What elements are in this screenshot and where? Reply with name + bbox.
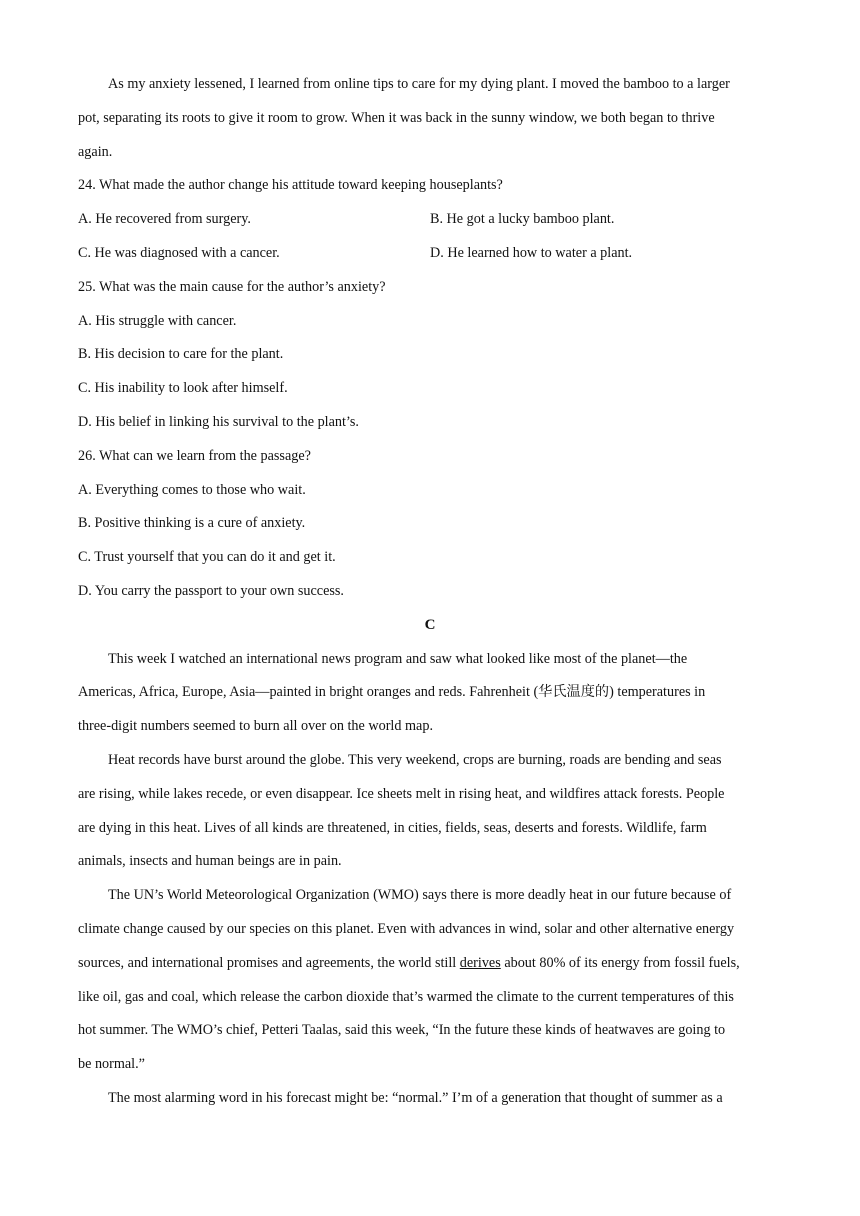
paragraph-line: pot, separating its roots to give it room to grow. When it was back in the sunny window, we both began to thrive — [78, 110, 715, 126]
paragraph-line: are rising, while lakes recede, or even disappear. Ice sheets melt in rising heat, and wildfires attack forests. People — [78, 786, 725, 802]
paragraph-line: hot summer. The WMO’s chief, Petteri Taalas, said this week, “In the future these kinds of heatwaves are going to — [78, 1022, 726, 1038]
paragraph-line — [78, 953, 740, 973]
paragraph-line: The most alarming word in his forecast might be: “normal.” I’m of a generation that thought of summer as a — [108, 1090, 723, 1106]
paragraph-line: As my anxiety lessened, I learned from online tips to care for my dying plant. I moved the bamboo to a larger — [108, 76, 730, 92]
answer-option: A. He recovered from surgery. — [78, 211, 251, 227]
underlined-word: derives — [459, 955, 501, 971]
paragraph-line: Americas, Africa, Europe, Asia—painted in bright oranges and reds. Fahrenheit (华氏温度的) temperatures in — [78, 684, 706, 700]
answer-option: D. His belief in linking his survival to the plant’s. — [78, 414, 359, 430]
answer-option: B. Positive thinking is a cure of anxiety. — [78, 515, 306, 531]
paragraph-line: animals, insects and human beings are in pain. — [78, 853, 342, 869]
answer-option: D. You carry the passport to your own success. — [78, 583, 344, 599]
answer-option: A. His struggle with cancer. — [78, 313, 237, 329]
paragraph-line: like oil, gas and coal, which release the carbon dioxide that’s warmed the climate to the current temperatures of this — [78, 989, 734, 1005]
answer-option: B. He got a lucky bamboo plant. — [430, 211, 615, 227]
line-text: about 80% of its energy from fossil fuels, — [500, 955, 740, 971]
section-heading: C — [424, 617, 436, 633]
question-stem: 26. What can we learn from the passage? — [78, 448, 311, 464]
answer-option: C. His inability to look after himself. — [78, 380, 288, 396]
answer-option: C. He was diagnosed with a cancer. — [78, 245, 280, 261]
question-stem: 25. What was the main cause for the author’s anxiety? — [78, 279, 386, 295]
paragraph-line: The UN’s World Meteorological Organization (WMO) says there is more deadly heat in our future because of — [108, 887, 732, 903]
paragraph-line: be normal.” — [78, 1056, 145, 1072]
line-text: sources, and international promises and agreements, the world still — [78, 955, 460, 971]
answer-option: D. He learned how to water a plant. — [430, 245, 633, 261]
paragraph-line: are dying in this heat. Lives of all kinds are threatened, in cities, fields, seas, deserts and forests. Wildlife, farm — [78, 820, 707, 836]
question-stem: 24. What made the author change his attitude toward keeping houseplants? — [78, 177, 503, 193]
paragraph-line: This week I watched an international news program and saw what looked like most of the planet—the — [108, 651, 688, 667]
paragraph-line: climate change caused by our species on this planet. Even with advances in wind, solar and other alternative energy — [78, 921, 735, 937]
answer-option: A. Everything comes to those who wait. — [78, 482, 306, 498]
answer-option: B. His decision to care for the plant. — [78, 346, 284, 362]
paragraph-line: Heat records have burst around the globe. This very weekend, crops are burning, roads are bending and seas — [108, 752, 722, 768]
answer-option: C. Trust yourself that you can do it and get it. — [78, 549, 336, 565]
paragraph-line: again. — [78, 144, 113, 160]
paragraph-line: three-digit numbers seemed to burn all over on the world map. — [78, 718, 433, 734]
